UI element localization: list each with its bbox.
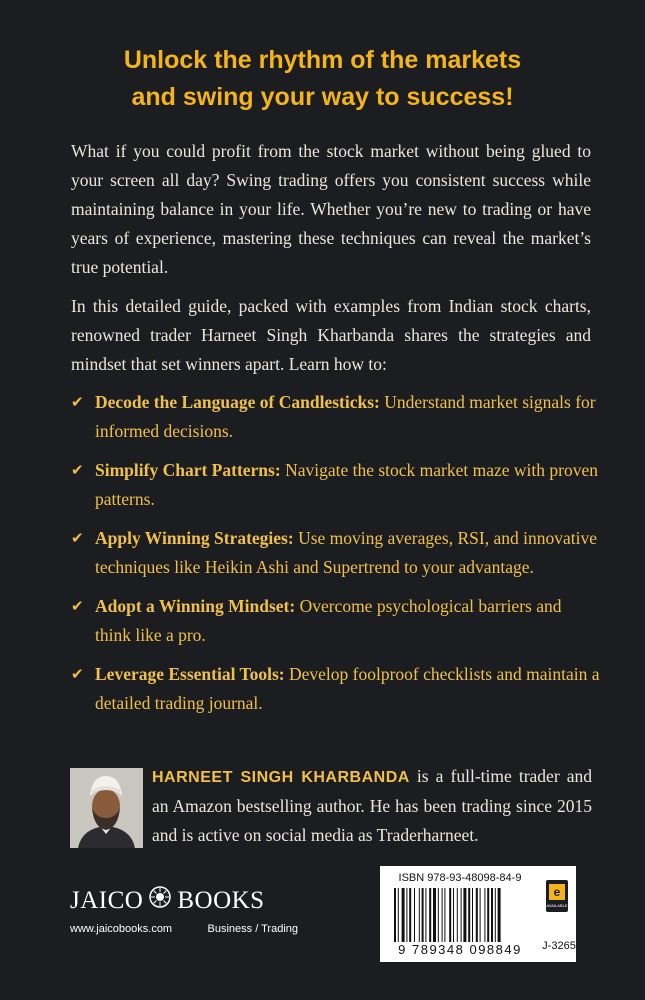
list-item [71, 388, 601, 446]
barcode-panel [380, 866, 576, 962]
checkmark-icon: ✔ [71, 529, 84, 547]
list-item-text: Develop foolproof checklists and maintain a detailed trading journal. [95, 664, 600, 713]
publisher-name-left: JAICO [70, 886, 144, 914]
list-item-title: Decode the Language of Candlesticks: [95, 392, 380, 412]
headline [0, 42, 645, 116]
headline-line-1: Unlock the rhythm of the markets [123, 46, 522, 74]
ebook-available-label: AVAILABLE [546, 903, 568, 908]
list-item-text: Use moving averages, RSI, and innovative techniques like Heikin Ashi and Supertrend to your advantage. [95, 528, 597, 577]
author-bio-text: is a full-time trader and an Amazon bestselling author. He has been trading since 2015 and is active on social media as Traderharneet. [152, 766, 593, 845]
list-item [71, 524, 601, 582]
list-item-title: Simplify Chart Patterns: [95, 460, 281, 480]
ebook-icon: e [549, 884, 565, 900]
publisher-website: www.jaicobooks.com [70, 923, 173, 935]
book-category: Business / Trading [207, 923, 298, 935]
headline-line-2: and swing your way to success! [131, 83, 514, 111]
publisher-logo [70, 886, 320, 915]
list-item [71, 456, 601, 514]
checkmark-icon: ✔ [71, 597, 84, 615]
publisher-emblem-icon [149, 886, 171, 915]
barcode-bars [394, 888, 526, 942]
list-item-title: Adopt a Winning Mindset: [95, 596, 296, 616]
list-item-text: Understand market signals for informed decisions. [95, 392, 596, 441]
author-name: HARNEET SINGH KHARBANDA [152, 769, 410, 786]
isbn-label: ISBN 978-93-48098-84-9 [398, 872, 522, 884]
intro-paragraph: What if you could profit from the stock market without being glued to your screen all day? Swing trading offers you consistent success while maintaining balance in your life. Whether you’re new to trading or have years of experience, mastering these techniques can reveal the market’s true potential. [71, 141, 591, 277]
ebook-badge [546, 880, 568, 912]
checkmark-icon: ✔ [71, 665, 84, 683]
checkmark-icon: ✔ [71, 393, 84, 411]
product-code: J-3265 [542, 940, 576, 952]
benefits-list [71, 388, 601, 728]
author-bio [152, 762, 592, 850]
publisher-block [70, 886, 320, 935]
barcode-digits: 9 789348 098849 [398, 942, 522, 957]
list-item-title: Apply Winning Strategies: [95, 528, 294, 548]
publisher-name-right: BOOKS [177, 886, 265, 914]
list-item-title: Leverage Essential Tools: [95, 664, 285, 684]
list-item [71, 592, 601, 650]
list-item-text: Navigate the stock market maze with proven patterns. [95, 460, 599, 509]
list-item-text: Overcome psychological barriers and think like a pro. [95, 596, 562, 645]
author-photo [70, 768, 143, 848]
guide-paragraph: In this detailed guide, packed with examples from Indian stock charts, renowned trader Harneet Singh Kharbanda shares the strategies and mindset that set winners apart. Learn how to: [71, 296, 591, 374]
checkmark-icon: ✔ [71, 461, 84, 479]
list-item [71, 660, 601, 718]
